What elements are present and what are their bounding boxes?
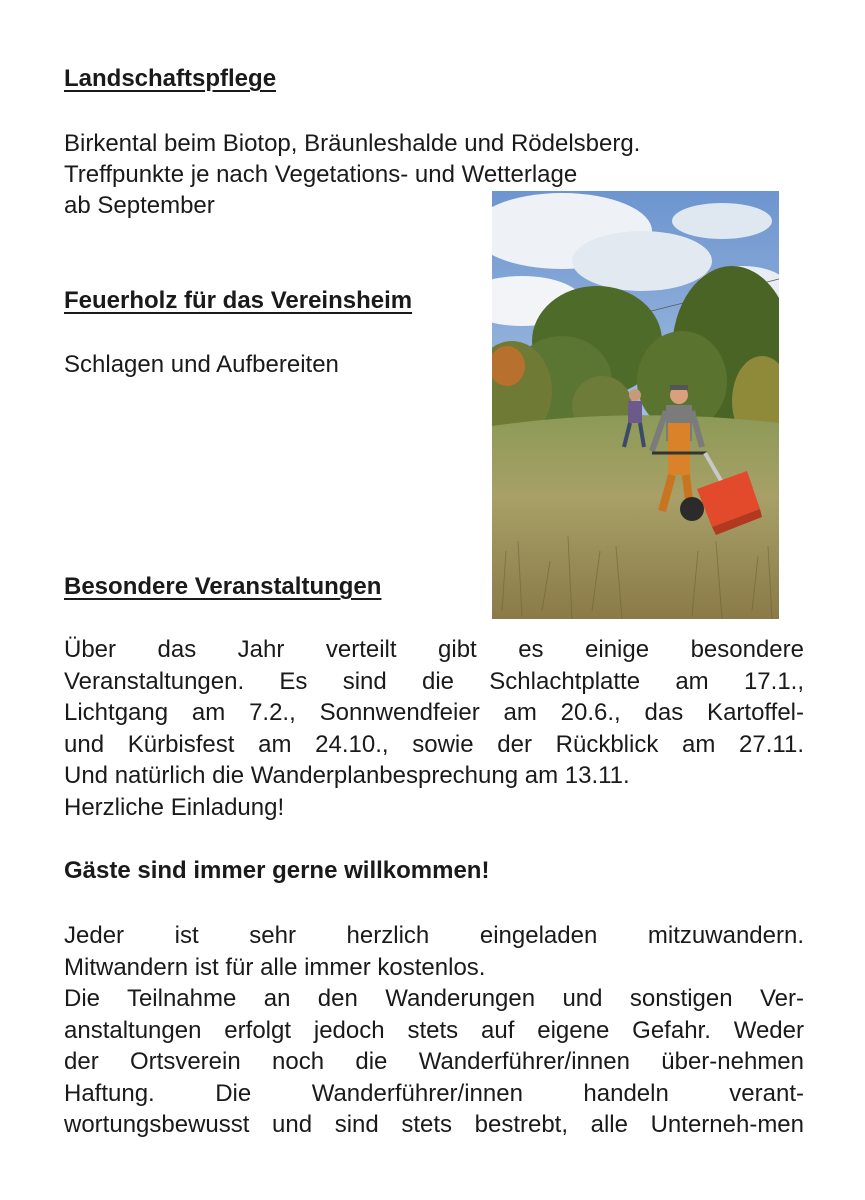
man-mowing-meadow-photo — [492, 191, 779, 619]
guests-line-5: der Ortsverein noch die Wanderführer/innen über-nehmen — [64, 1048, 804, 1075]
heading-landschaftspflege: Landschaftspflege — [64, 65, 277, 92]
heading-feuerholz: Feuerholz für das Vereinsheim — [64, 287, 413, 314]
guests-line-6: Haftung. Die Wanderführer/innen handeln verant- — [64, 1079, 804, 1107]
heading-gaeste: Gäste sind immer gerne willkommen! — [64, 857, 490, 884]
guests-line-1: Jeder ist sehr herzlich eingeladen mitzuwandern. — [64, 922, 804, 949]
landscape-line-3: ab September — [64, 192, 215, 219]
events-line-6: Herzliche Einladung! — [64, 793, 285, 821]
firewood-text: Schlagen und Aufbereiten — [64, 351, 339, 378]
events-line-1: Über das Jahr verteilt gibt es einige besondere — [64, 636, 804, 663]
landscape-line-1: Birkental beim Biotop, Bräunleshalde und Rödelsberg. — [64, 130, 641, 157]
guests-paragraph — [64, 920, 804, 1141]
guests-line-2: Mitwandern ist für alle immer kostenlos. — [64, 953, 486, 981]
events-line-5: Und natürlich die Wanderplanbesprechung am 13.11. — [64, 762, 630, 789]
events-line-2: Veranstaltungen. Es sind die Schlachtplatte am 17.1., — [64, 667, 804, 695]
landscape-line-2: Treffpunkte je nach Vegetations- und Wetterlage — [64, 161, 578, 188]
events-line-3: Lichtgang am 7.2., Sonnwendfeier am 20.6., das Kartoffel- — [64, 699, 804, 726]
guests-line-7: wortungsbewusst und sind stets bestrebt, alle Unterneh-men — [64, 1111, 804, 1138]
guests-line-4: anstaltungen erfolgt jedoch stets auf eigene Gefahr. Weder — [64, 1016, 804, 1044]
events-line-4: und Kürbisfest am 24.10., sowie der Rückblick am 27.11. — [64, 730, 804, 758]
heading-besondere-veranstaltungen: Besondere Veranstaltungen — [64, 573, 382, 600]
events-paragraph — [64, 634, 804, 823]
guests-line-3: Die Teilnahme an den Wanderungen und sonstigen Ver- — [64, 985, 804, 1012]
